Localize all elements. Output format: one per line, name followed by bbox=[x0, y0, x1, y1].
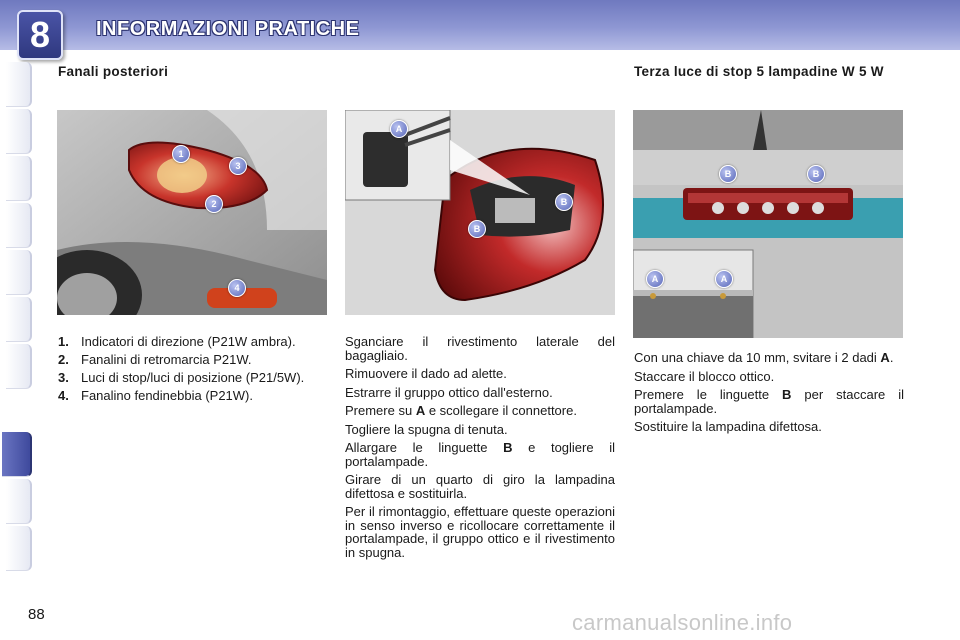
list-item-number: 1. bbox=[58, 334, 69, 349]
third-brake-light-illustration bbox=[633, 110, 903, 338]
callout-a: A bbox=[390, 120, 408, 138]
instruction-paragraph: Con una chiave da 10 mm, svitare i 2 dadi A. bbox=[634, 350, 894, 365]
chapter-tab-1[interactable] bbox=[6, 62, 32, 107]
third-brake-light-instructions bbox=[634, 351, 904, 439]
list-item-text: Fanalino fendinebbia (P21W). bbox=[81, 388, 253, 403]
instruction-paragraph: Allargare le linguette B e togliere il portalampade. bbox=[345, 440, 615, 469]
lamp-unit-illustration bbox=[345, 110, 615, 315]
list-item-number: 4. bbox=[58, 388, 69, 403]
callout-3: 3 bbox=[229, 157, 247, 175]
bulb-list bbox=[58, 335, 308, 407]
instruction-paragraph: Premere su A e scollegare il connettore. bbox=[345, 403, 577, 418]
rear-lights-illustration bbox=[57, 110, 327, 315]
list-item bbox=[58, 389, 308, 403]
list-item-number: 3. bbox=[58, 370, 69, 385]
chapter-number-badge: 8 bbox=[17, 10, 63, 60]
chapter-tab-2[interactable] bbox=[6, 109, 32, 154]
instruction-paragraph: Sostituire la lampadina difettosa. bbox=[634, 419, 822, 434]
callout-2: 2 bbox=[205, 195, 223, 213]
instruction-paragraph: Estrarre il gruppo ottico dall'esterno. bbox=[345, 384, 553, 400]
chapter-tab-4[interactable] bbox=[6, 203, 32, 248]
list-item bbox=[58, 353, 308, 367]
rear-light-instructions bbox=[345, 335, 615, 564]
instruction-paragraph: Togliere la spugna di tenuta. bbox=[345, 421, 508, 437]
callout-b-left: B bbox=[719, 165, 737, 183]
callout-b-right: B bbox=[807, 165, 825, 183]
callout-4: 4 bbox=[228, 279, 246, 297]
page-number: 88 bbox=[28, 606, 45, 623]
chapter-tab-7[interactable] bbox=[6, 344, 32, 389]
callout-b-lower: B bbox=[468, 220, 486, 238]
section-title-rear-lights: Fanali posteriori bbox=[58, 64, 169, 79]
third-brake-light-photo bbox=[633, 110, 903, 338]
instruction-paragraph: Per il rimontaggio, effettuare queste operazioni in senso inverso e ricollocare correttamente il portalampade, il gruppo ottico e il rivestimento in spugna. bbox=[345, 504, 615, 560]
chapter-tab-5[interactable] bbox=[6, 250, 32, 295]
list-item bbox=[58, 335, 308, 349]
list-item-text: Luci di stop/luci di posizione (P21/5W). bbox=[81, 370, 305, 385]
callout-b-upper: B bbox=[555, 193, 573, 211]
instruction-paragraph: Rimuovere il dado ad alette. bbox=[345, 366, 507, 381]
chapter-tab-8-active[interactable] bbox=[2, 432, 32, 477]
instruction-paragraph: Staccare il blocco ottico. bbox=[634, 368, 775, 384]
callout-a-right: A bbox=[715, 270, 733, 288]
chapter-tab-6[interactable] bbox=[6, 297, 32, 342]
instruction-paragraph: Premere le linguette B per staccare il portalampade. bbox=[634, 387, 904, 416]
list-item-number: 2. bbox=[58, 352, 69, 367]
section-title-third-brake-light: Terza luce di stop 5 lampadine W 5 W bbox=[634, 64, 884, 79]
watermark: carmanualsonline.info bbox=[572, 610, 793, 635]
list-item bbox=[58, 371, 308, 385]
instruction-paragraph: Girare di un quarto di giro la lampadina difettosa e sostituirla. bbox=[345, 472, 615, 501]
list-item-text: Indicatori di direzione (P21W ambra). bbox=[81, 334, 296, 349]
list-item-text: Fanalini di retromarcia P21W. bbox=[81, 352, 252, 367]
chapter-tabs bbox=[0, 62, 34, 577]
callout-1: 1 bbox=[172, 145, 190, 163]
lamp-unit-photo bbox=[345, 110, 615, 315]
chapter-tab-10[interactable] bbox=[6, 526, 32, 571]
chapter-tab-9[interactable] bbox=[6, 479, 32, 524]
rear-lights-photo bbox=[57, 110, 327, 315]
instruction-paragraph: Sganciare il rivestimento laterale del bagagliaio. bbox=[345, 334, 615, 363]
callout-a-left: A bbox=[646, 270, 664, 288]
chapter-tab-3[interactable] bbox=[6, 156, 32, 201]
chapter-title: INFORMAZIONI PRATICHE bbox=[96, 18, 360, 40]
